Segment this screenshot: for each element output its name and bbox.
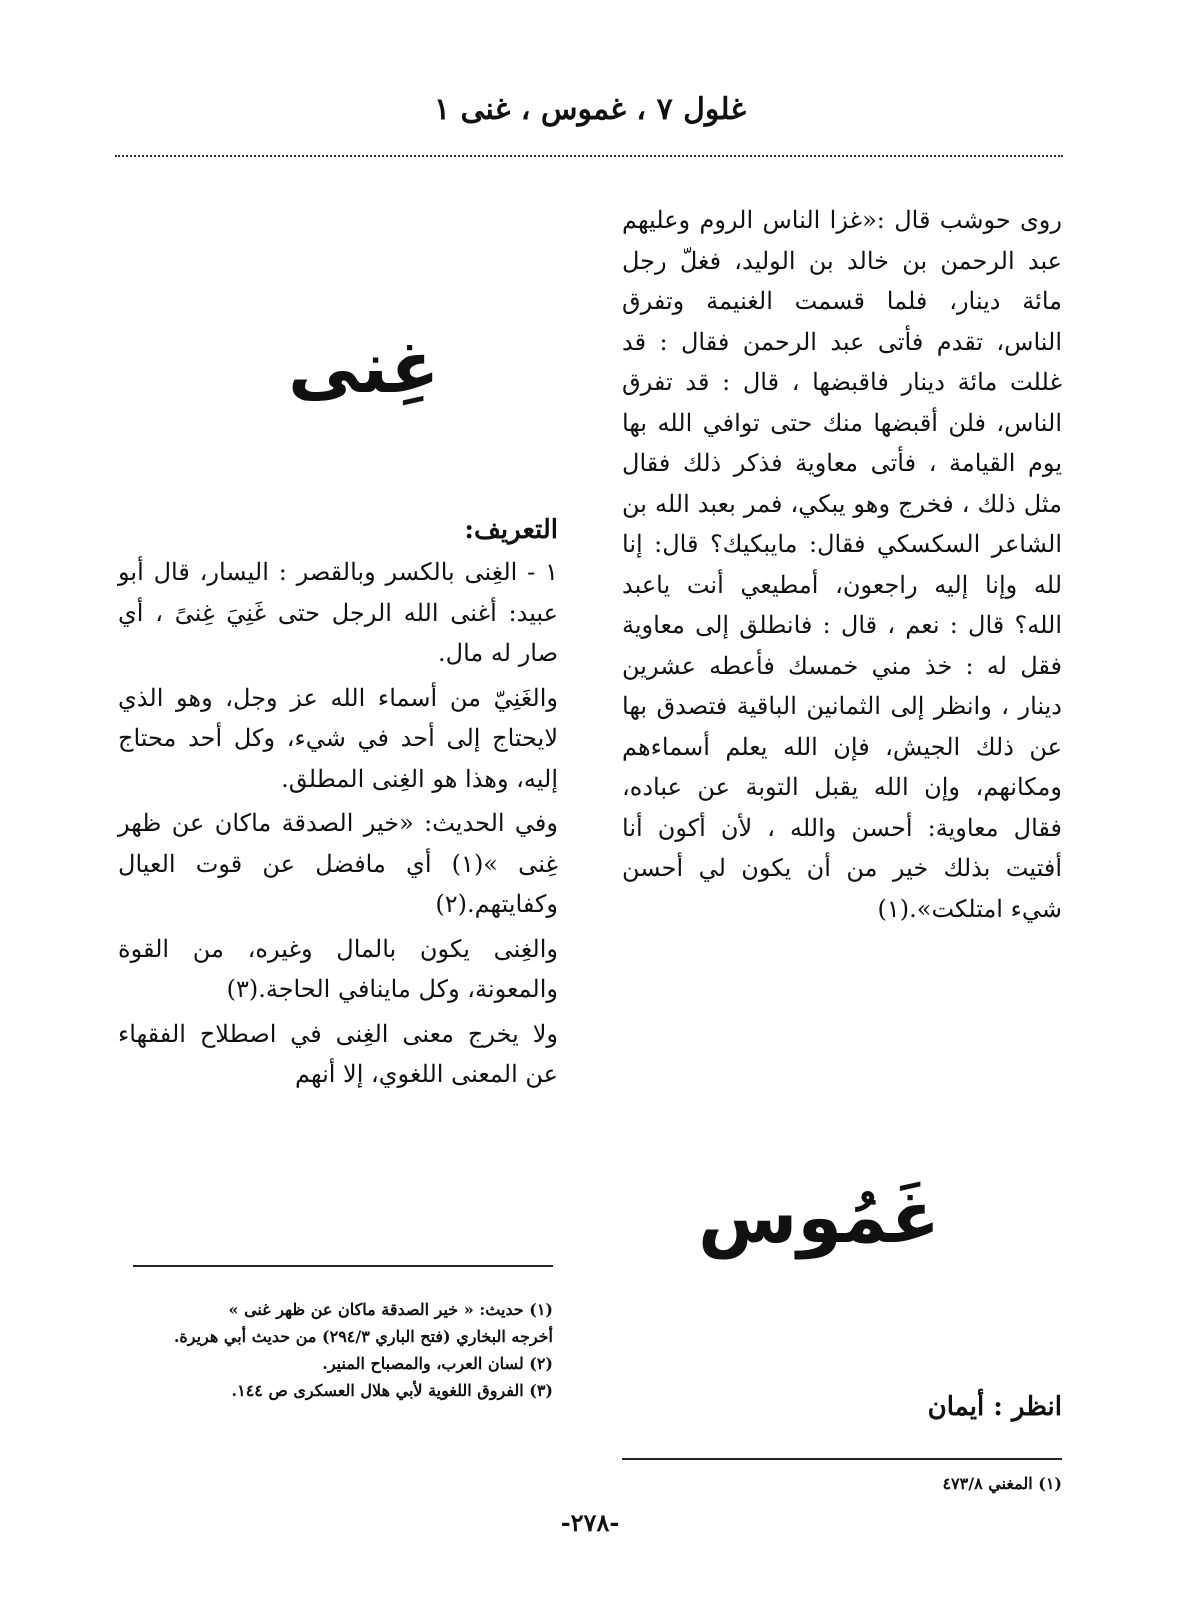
footnote-rule-right xyxy=(622,1458,1062,1460)
footnote-right: (١) المغني ٤٧٣/٨ xyxy=(942,1474,1062,1493)
footnote-line: أخرجه البخاري (فتح الباري ٢٩٤/٣) من حديث أبي هريرة. xyxy=(173,1327,553,1346)
entry-title-ghina: غِنى xyxy=(288,325,440,409)
ghulul-narration: روى حوشب قال :«غزا الناس الروم وعليهم عبد الرحمن بن خالد بن الوليد، فغلّ رجل مائة دينار، فلما قسمت الغنيمة وتفرق الناس، تقدم فأتى عبد الرحمن فقال : قد غللت مائة دينار فاقبضها ، قال : قد تفرق الناس، فلن أقبضها منك حتى توافي الله بها يوم القيامة ، فأتى معاوية فذكر ذلك فقال مثل ذلك ، فخرج وهو يبكي، فمر بعبد الله بن الشاعر السكسكي فقال: مايبكيك؟ قال: إنا لله وإنا إليه راجعون، أمطيعي أنت ياعبد الله؟ قال : نعم ، قال : فانطلق إلى معاوية فقل له : خذ مني خمسك فأعطه عشرين دينار ، وانظر إلى الثمانين الباقية فتصدق بها عن ذلك الجيش، فإن الله يعلم أسماءهم ومكانهم، وإن الله يقبل التوبة عن عباده، فقال معاوية: أحسن والله ، لأن أكون أنا أفتيت بذلك خير من أن يكون لي أحسن شيء امتلكت».(١) xyxy=(622,206,1063,923)
definition-paragraph: والغَنِيّ من أسماء الله عز وجل، وهو الذي لايحتاج إلى أحد في شيء، وكل أحد محتاج إليه، وهذا هو الغِنى المطلق. xyxy=(118,683,559,793)
page-number: -٢٧٨- xyxy=(560,1508,620,1537)
definition-paragraph: والغِنى يكون بالمال وغيره، من القوة والمعونة، وكل ماينافي الحاجة.(٣) xyxy=(118,934,558,1003)
running-header: غلول ٧ ، غموس ، غنى ١ xyxy=(433,92,747,127)
footnotes-left xyxy=(133,1296,553,1404)
footnote-line: (١) حديث: « خير الصدقة ماكان عن ظهر غنى » xyxy=(228,1300,553,1319)
footnote-line: (٢) لسان العرب، والمصباح المنير. xyxy=(322,1354,553,1373)
entry-title-ghamus: غَمُوس xyxy=(698,1175,940,1259)
left-column xyxy=(118,510,558,1099)
definition-heading: التعريف: xyxy=(464,515,558,545)
footnote-rule-left xyxy=(133,1265,553,1267)
footnote-line: (٣) الفروق اللغوية لأبي هلال العسكرى ص ١٤٤. xyxy=(231,1381,553,1400)
definition-paragraph: ولا يخرج معنى الغِنى في اصطلاح الفقهاء عن المعنى اللغوي، إلا أنهم xyxy=(118,1019,558,1088)
header-dotted-rule xyxy=(115,155,1063,157)
definition-paragraph: وفي الحديث: «خير الصدقة ماكان عن ظهر غِنى »(١) أي مافضل عن قوت العيال وكفايتهم.(٢) xyxy=(118,809,558,918)
definition-paragraph: ١ - الغِنى بالكسر وبالقصر : اليسار، قال أبو عبيد: أغنى الله الرجل حتى غَنِيَ غِنىً ، أي صار له مال. xyxy=(118,558,558,667)
right-column xyxy=(622,200,1062,929)
see-also-reference: انظر : أيمان xyxy=(927,1392,1062,1422)
